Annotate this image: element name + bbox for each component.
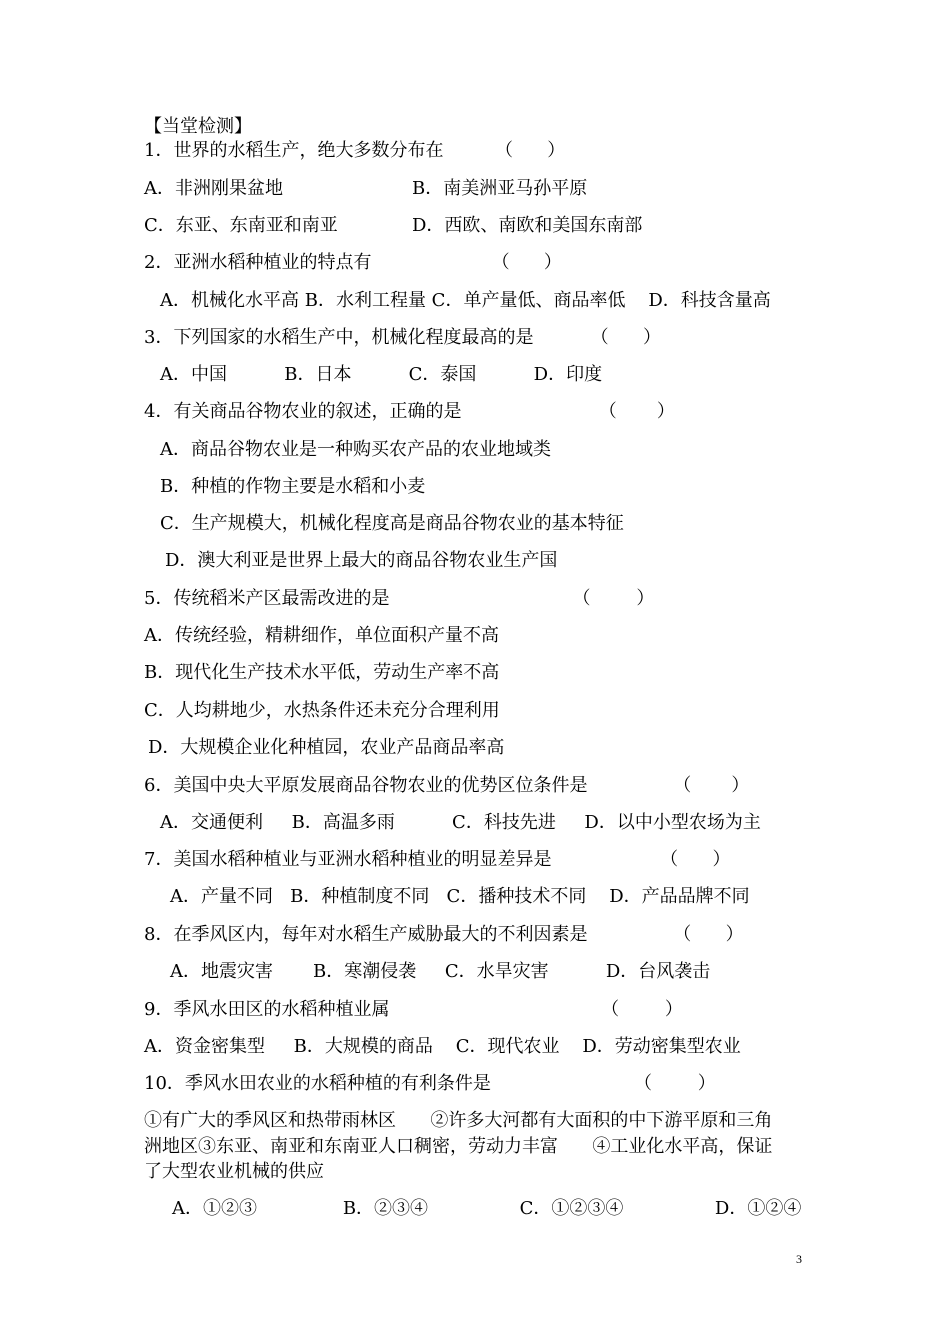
- question-6-options: A．交通便利 B．高温多雨 C．科技先进 D．以中小型农场为主: [160, 812, 761, 833]
- section-title: 【当堂检测】: [144, 116, 252, 137]
- question-1-option-c: C．东亚、东南亚和南亚: [144, 215, 338, 236]
- question-4-option-c: C．生产规模大，机械化程度高是商品谷物农业的基本特征: [160, 513, 624, 534]
- page-number: 3: [796, 1252, 802, 1266]
- question-3-stem: 3．下列国家的水稻生产中，机械化程度最高的是 （ ）: [144, 327, 661, 348]
- question-10-stem: 10．季风水田农业的水稻种植的有利条件是 （ ）: [144, 1073, 716, 1094]
- question-4-stem: 4．有关商品谷物农业的叙述，正确的是 （ ）: [144, 401, 675, 422]
- question-6-stem: 6．美国中央大平原发展商品谷物农业的优势区位条件是 （ ）: [144, 775, 750, 796]
- question-5-option-c: C．人均耕地少，水热条件还未充分合理利用: [144, 700, 500, 721]
- question-3-options: A．中国 B．日本 C．泰国 D．印度: [160, 364, 603, 385]
- question-2-stem: 2．亚洲水稻种植业的特点有 （ ）: [144, 252, 562, 273]
- question-10-condition-line-3: 了大型农业机械的供应: [144, 1161, 324, 1182]
- question-8-options: A．地震灾害 B．寒潮侵袭 C．水旱灾害 D．台风袭击: [170, 961, 711, 982]
- question-9-stem: 9．季风水田区的水稻种植业属 （ ）: [144, 999, 683, 1020]
- question-2-options: A．机械化水平高 B．水利工程量 C．单产量低、商品率低 D．科技含量高: [160, 290, 771, 311]
- question-1-option-d: D．西欧、南欧和美国东南部: [412, 215, 643, 236]
- question-5-option-b: B．现代化生产技术水平低，劳动生产率不高: [144, 662, 500, 683]
- question-4-option-d: D．澳大利亚是世界上最大的商品谷物农业生产国: [165, 550, 558, 571]
- question-10-condition-line-2: 洲地区③东亚、南亚和东南亚人口稠密，劳动力丰富 ④工业化水平高，保证: [144, 1136, 773, 1157]
- question-5-option-a: A．传统经验，精耕细作，单位面积产量不高: [144, 625, 499, 646]
- question-7-options: A．产量不同 B．种植制度不同 C．播种技术不同 D．产品品牌不同: [170, 886, 750, 907]
- question-10-options: A．①②③ B．②③④ C．①②③④ D．①②④: [172, 1198, 802, 1219]
- question-1-option-b: B．南美洲亚马孙平原: [412, 178, 588, 199]
- question-5-option-d: D．大规模企业化种植园，农业产品商品率高: [148, 737, 505, 758]
- question-9-options: A．资金密集型 B．大规模的商品 C．现代农业 D．劳动密集型农业: [144, 1036, 741, 1057]
- question-4-option-b: B．种植的作物主要是水稻和小麦: [160, 476, 426, 497]
- question-8-stem: 8．在季风区内，每年对水稻生产威胁最大的不利因素是 （ ）: [144, 924, 744, 945]
- question-1-option-a: A．非洲刚果盆地: [144, 178, 283, 199]
- question-5-stem: 5．传统稻米产区最需改进的是 （ ）: [144, 588, 655, 609]
- question-7-stem: 7．美国水稻种植业与亚洲水稻种植业的明显差异是 （ ）: [144, 849, 731, 870]
- question-10-condition-line-1: ①有广大的季风区和热带雨林区 ②许多大河都有大面积的中下游平原和三角: [144, 1110, 773, 1131]
- question-4-option-a: A．商品谷物农业是一种购买农产品的农业地域类: [160, 439, 551, 460]
- question-1-stem: 1．世界的水稻生产，绝大多数分布在 （ ）: [144, 140, 566, 161]
